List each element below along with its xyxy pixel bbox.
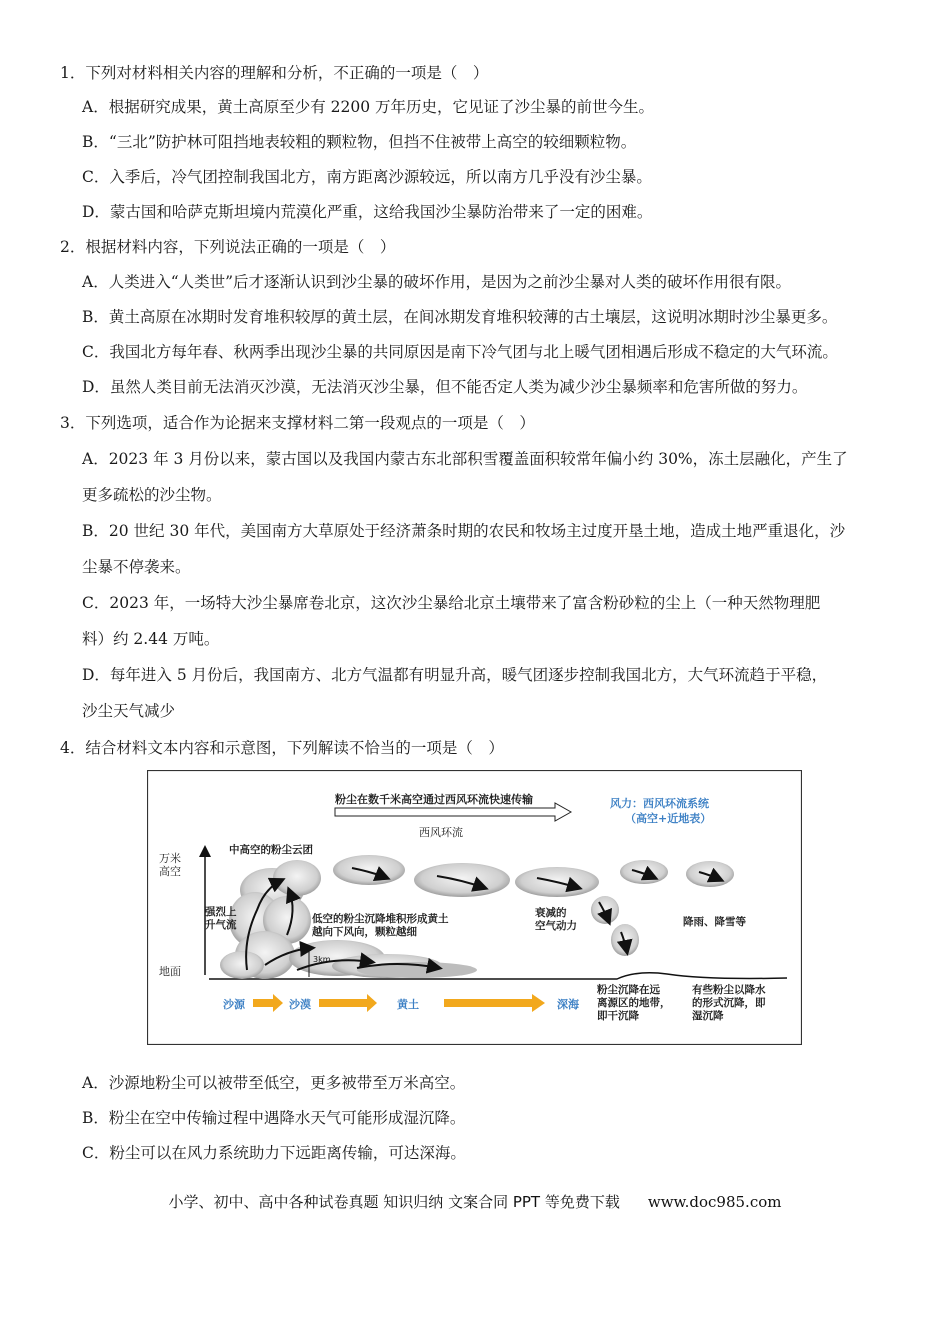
wet-note-3: 湿沉降	[692, 1010, 724, 1022]
question-1-option-A: A．根据研究成果，黄土高原至少有 2200 万年历史，它见证了沙尘暴的前世今生。	[82, 98, 654, 116]
top-label: 粉尘在数千米高空通过西风环流快速传输	[335, 793, 533, 806]
chain-loess: 黄土	[397, 998, 419, 1011]
footer-text: 小学、初中、高中各种试卷真题 知识归纳 文案合同 PPT 等免费下载	[168, 1193, 620, 1211]
question-4-option-A: A．沙源地粉尘可以被带至低空，更多被带至万米高空。	[82, 1074, 466, 1092]
height-mark-label: 3km	[313, 955, 331, 964]
question-3-option-A: A．2023 年 3 月份以来，蒙古国以及我国内蒙古东北部积雪覆盖面积较常年偏小约 30%，冻土层融化，产生了	[82, 450, 848, 468]
question-3-option-D-cont: 沙尘天气减少	[82, 702, 176, 720]
question-1-option-B: B．“三北”防护林可阻挡地表较粗的颗粒物，但挡不住被带上高空的较细颗粒物。	[82, 133, 637, 151]
wet-note-2: 的形式沉降，即	[692, 997, 766, 1009]
question-3-option-B: B．20 世纪 30 年代，美国南方大草原处于经济萧条时期的农民和牧场主过度开垦土地，造成土地严重退化，沙	[82, 522, 846, 540]
cloud-label: 中高空的粉尘云团	[229, 844, 313, 856]
westerly-label: 西风环流	[419, 826, 463, 839]
dry-note-2: 离源区的地带，	[597, 997, 671, 1009]
question-4-option-B: B．粉尘在空中传输过程中遇降水天气可能形成湿沉降。	[82, 1109, 466, 1127]
question-3-option-A-cont: 更多疏松的沙尘物。	[82, 486, 222, 504]
page-footer	[0, 1191, 950, 1213]
question-2-option-B: B．黄土高原在冰期时发育堆积较厚的黄土层，在间冰期发育堆积较薄的古土壤层，这说明冰期时沙尘暴更多。	[82, 308, 838, 326]
chain-source: 沙源	[223, 998, 245, 1011]
y-ground: 地面	[159, 965, 181, 978]
decay-label-2: 空气动力	[535, 920, 577, 932]
question-1-option-D: D．蒙古国和哈萨克斯坦境内荒漠化严重，这给我国沙尘暴防治带来了一定的困难。	[82, 203, 653, 221]
question-1-stem: 1．下列对材料相关内容的理解和分析，不正确的一项是（ ）	[60, 64, 489, 82]
wind-subtitle: （高空+近地表）	[625, 812, 712, 825]
question-4-option-C: C．粉尘可以在风力系统助力下远距离传输，可达深海。	[82, 1144, 466, 1162]
question-4-stem: 4．结合材料文本内容和示意图，下列解读不恰当的一项是（ ）	[60, 739, 504, 757]
question-2-option-C: C．我国北方每年春、秋两季出现沙尘暴的共同原因是南下冷气团与北上暖气团相遇后形成不稳定的大气环流。	[82, 343, 838, 361]
question-2-stem: 2．根据材料内容，下列说法正确的一项是（ ）	[60, 238, 396, 256]
dust-transport-diagram	[147, 770, 802, 1045]
question-1-option-C: C．入季后，冷气团控制我国北方，南方距离沙源较远，所以南方几乎没有沙尘暴。	[82, 168, 652, 186]
updraft-label-2: 升气流	[205, 919, 237, 931]
question-2-option-D: D．虽然人类目前无法消灭沙漠，无法消灭沙尘暴，但不能否定人类为减少沙尘暴频率和危害所做的努力。	[82, 378, 808, 396]
question-3-stem: 3．下列选项，适合作为论据来支撑材料二第一段观点的一项是（ ）	[60, 414, 535, 432]
question-3-option-B-cont: 尘暴不停袭来。	[82, 558, 191, 576]
decay-label-1: 衰减的	[535, 907, 567, 919]
question-3-option-C: C．2023 年，一场特大沙尘暴席卷北京，这次沙尘暴给北京土壤带来了富含粉砂粒的尘上（一种天然物理肥	[82, 594, 821, 612]
question-3-option-D: D．每年进入 5 月份后，我国南方、北方气温都有明显升高，暖气团逐步控制我国北方，大气环流趋于平稳，	[82, 666, 828, 684]
updraft-label-1: 强烈上	[205, 906, 237, 918]
precip-label: 降雨、降雪等	[683, 916, 746, 928]
wet-note-1: 有些粉尘以降水	[692, 984, 766, 996]
dry-note-1: 粉尘沉降在远	[597, 984, 660, 996]
footer-url[interactable]: www.doc985.com	[647, 1193, 782, 1211]
low-dust-label-2: 越向下风向，颗粒越细	[312, 926, 417, 938]
wind-title: 风力：西风环流系统	[610, 797, 709, 810]
dry-note-3: 即干沉降	[597, 1010, 639, 1022]
chain-deep-sea: 深海	[557, 998, 579, 1011]
y-high-line2: 高空	[159, 865, 181, 878]
chain-desert: 沙漠	[289, 998, 311, 1011]
question-2-option-A: A．人类进入“人类世”后才逐渐认识到沙尘暴的破坏作用，是因为之前沙尘暴对人类的破坏作用很有限。	[82, 273, 792, 291]
y-high-line1: 万米	[159, 852, 181, 865]
question-3-option-C-cont: 料）约 2.44 万吨。	[82, 630, 220, 648]
low-dust-label-1: 低空的粉尘沉降堆积形成黄土	[312, 913, 449, 925]
